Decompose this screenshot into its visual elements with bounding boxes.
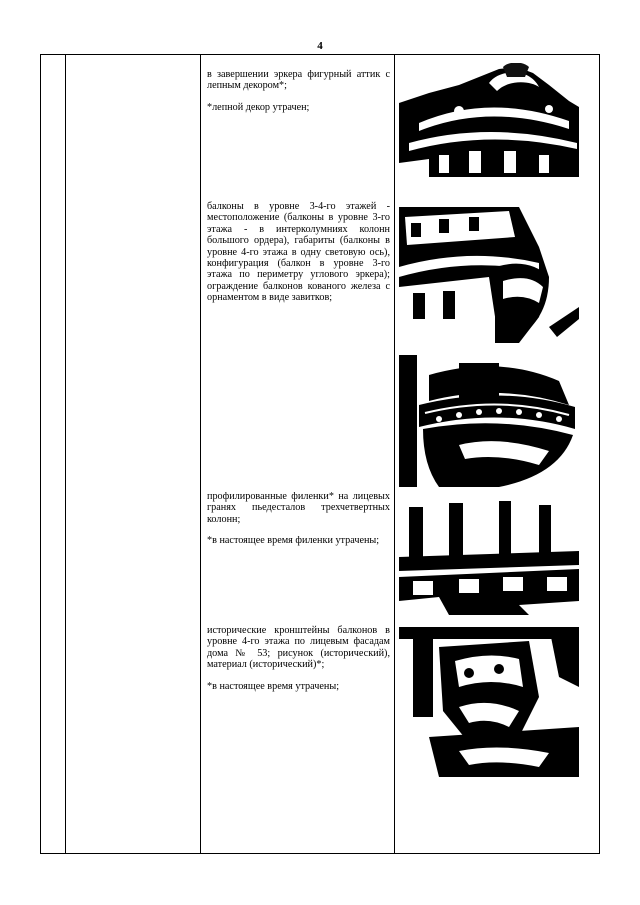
column-pedestals-photo bbox=[399, 497, 579, 615]
table-column-divider bbox=[394, 55, 395, 853]
corner-balconies-photo bbox=[399, 207, 579, 343]
description-text: в завершении эркера фигурный аттик с лепным декором*; bbox=[207, 69, 390, 92]
balcony-brackets-photo bbox=[399, 627, 579, 777]
ornate-attic-photo bbox=[399, 63, 579, 177]
description-note: *в настоящее время филенки утрачены; bbox=[207, 535, 380, 547]
description-note: *в настоящее время утрачены; bbox=[207, 680, 340, 692]
table-column-divider bbox=[65, 55, 66, 853]
page-number: 4 bbox=[317, 40, 323, 52]
wrought-iron-balcony-photo bbox=[399, 355, 579, 487]
description-text: исторические кронштейны балконов в уровне 4-го этажа по лицевым фасадам дома № 53; рисунок (исторический), материал (исторический)*; bbox=[207, 625, 390, 671]
description-text: профилированные филенки* на лицевых гранях пьедесталов трехчетвертных колонн; bbox=[207, 491, 390, 525]
table-column-divider bbox=[200, 55, 201, 853]
description-text: балконы в уровне 3-4-го этажей - местоположение (балконы в уровне 3-го этажа - в интерколумниях колонн большого ордера), габариты (балконы в уровне 4-го этажа в одну световую ось), конфигурация (балкон в уровне 3-го этажа по периметру углового эркера); ограждение балконов кованого железа с орнаментом в виде завитков; bbox=[207, 201, 390, 304]
table-cell-description bbox=[207, 69, 390, 113]
table-cell-description bbox=[207, 625, 390, 692]
table-cell-description bbox=[207, 491, 390, 547]
description-note: *лепной декор утрачен; bbox=[207, 101, 310, 113]
document-table bbox=[40, 54, 600, 854]
table-cell-description bbox=[207, 201, 390, 304]
